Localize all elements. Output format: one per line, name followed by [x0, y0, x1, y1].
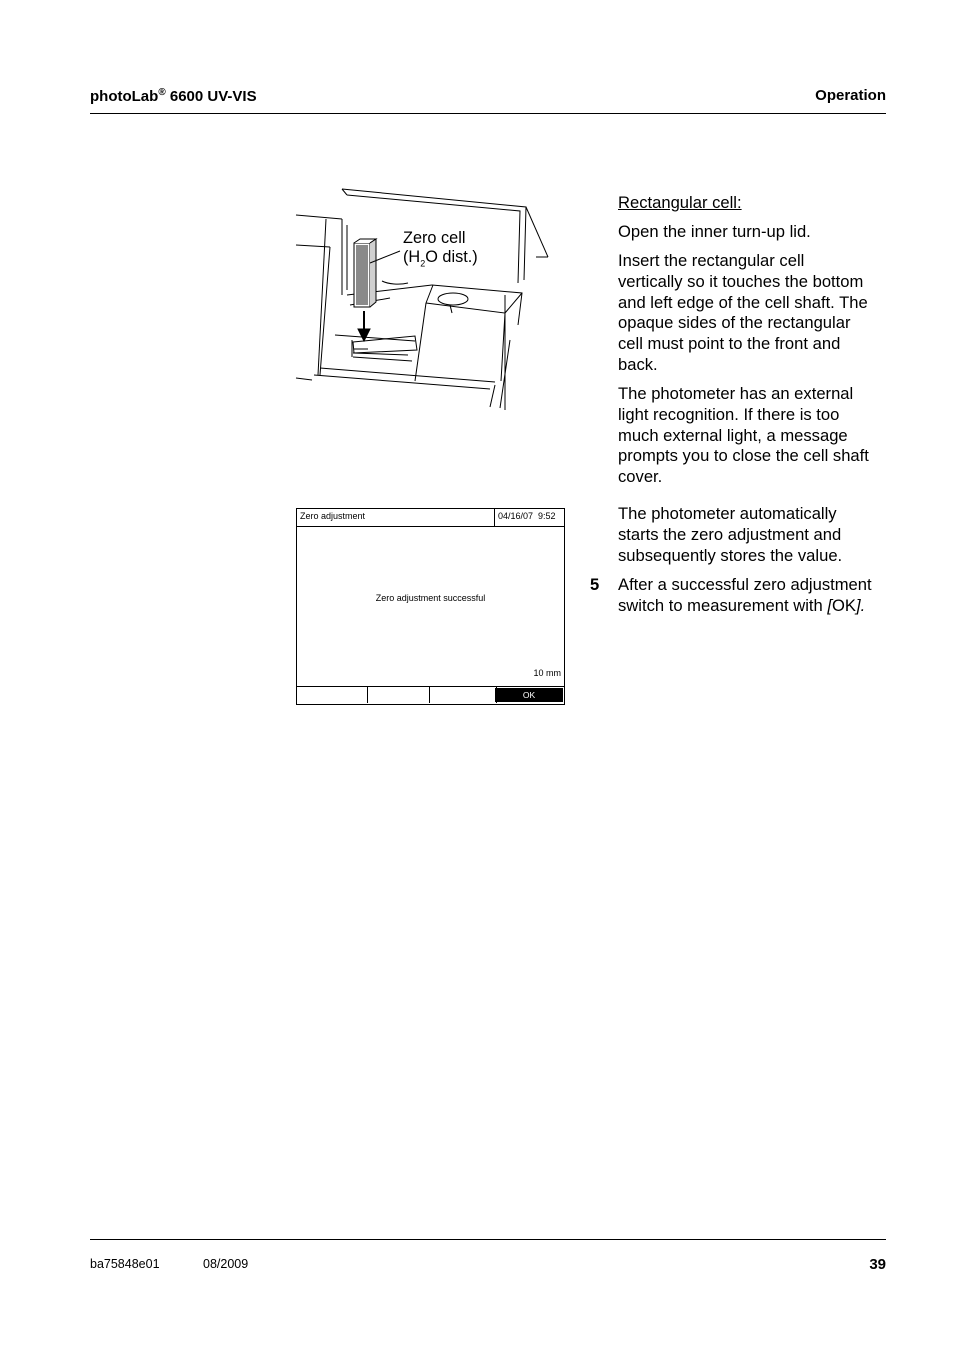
key-bracket-close: ].: [855, 595, 866, 615]
softkey-1[interactable]: [297, 687, 368, 703]
header-product: [90, 87, 257, 105]
figure-label-open: (H: [403, 248, 421, 266]
display-datetime-box: [494, 509, 564, 526]
figure-label-subscript: 2: [420, 258, 426, 269]
key-ok: OK: [831, 595, 856, 615]
display-datetime: 04/16/07 9:52: [498, 511, 556, 521]
text-line: opaque sides of the rectangular: [618, 313, 851, 333]
text-line: vertically so it touches the bottom: [618, 271, 864, 291]
softkey-ok[interactable]: OK: [495, 688, 563, 702]
footer-rule: [90, 1239, 886, 1240]
cell-shaft-illustration: [290, 185, 560, 415]
text-line: prompts you to close the cell shaft: [618, 446, 869, 466]
figure-label-line2: [403, 248, 478, 273]
paragraph-auto-zero: [618, 504, 888, 566]
header-rule: [90, 113, 886, 114]
display-message: Zero adjustment successful: [375, 593, 486, 603]
page-number: 39: [869, 1256, 886, 1273]
display-titlebar: [297, 509, 564, 527]
display-softkeys: [297, 686, 564, 704]
text-line: After a successful zero adjustment: [618, 575, 872, 594]
text-line: and left edge of the cell shaft. The: [618, 292, 868, 312]
footer-doc-id: ba75848e01: [90, 1257, 160, 1271]
text-line: back.: [618, 354, 658, 374]
registered-mark: ®: [158, 87, 166, 98]
figure-label-close: O dist.): [425, 248, 478, 266]
display-cell-size: 10 mm: [533, 668, 561, 678]
key-bracket-open: [: [827, 595, 832, 615]
product-name: photoLab: [90, 88, 159, 105]
text-line: The photometer has an external: [618, 384, 854, 403]
section-heading: Rectangular cell:: [618, 193, 742, 212]
display-title: Zero adjustment: [300, 511, 366, 521]
step-text: switch to measurement with: [618, 595, 828, 615]
text-line: cell must point to the front and: [618, 334, 841, 354]
text-line: Insert the rectangular cell: [618, 251, 805, 270]
text-line: [618, 596, 888, 617]
text-line: starts the zero adjustment and: [618, 524, 842, 544]
softkey-2[interactable]: [368, 687, 430, 703]
paragraph-insert-cell: [618, 251, 888, 376]
paragraph-external-light: [618, 384, 888, 488]
instrument-display: [296, 508, 565, 705]
header-section: Operation: [815, 87, 886, 104]
text-line: much external light, a message: [618, 425, 848, 445]
step-number: 5: [590, 575, 600, 594]
step-instruction: [618, 575, 888, 617]
softkey-3[interactable]: [430, 687, 497, 703]
product-model: 6600 UV-VIS: [165, 88, 257, 105]
text-line: light recognition. If there is too: [618, 404, 840, 424]
paragraph-open-lid: Open the inner turn-up lid.: [618, 222, 811, 241]
text-line: The photometer automatically: [618, 504, 837, 523]
figure-label-line1: Zero cell: [403, 229, 466, 247]
figure-label: [403, 229, 478, 273]
text-line: subsequently stores the value.: [618, 545, 843, 565]
footer-date: 08/2009: [203, 1257, 249, 1271]
text-line: cover.: [618, 467, 663, 487]
